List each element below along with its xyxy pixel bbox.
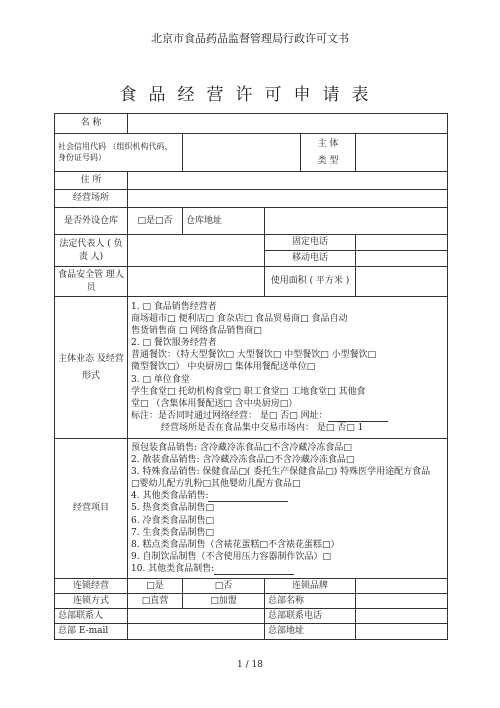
- area-label: 使用面积 ( 平方米 ): [265, 267, 356, 297]
- bf-line: 2. □ 餐饮服务经营者: [131, 338, 217, 349]
- bf-line: 堂□ （含集体用餐配送□ 含中央厨房□）: [131, 398, 298, 409]
- hq-phone-field[interactable]: [356, 609, 448, 624]
- warehouse-address-label: 仓库地址: [183, 208, 265, 235]
- business-items-options[interactable]: [128, 439, 448, 579]
- bf-line: 3. □ 单位食堂: [131, 374, 190, 385]
- subject-type-label: [301, 134, 356, 172]
- food-safety-manager-field[interactable]: [128, 267, 265, 297]
- bf-line: 1. □ 食品销售经营者: [131, 301, 217, 312]
- warehouse-question: 是否外设仓库: [55, 208, 128, 235]
- bi-line: 9. 自制饮品制售（不含使用压力容器制作饮品）□: [131, 551, 331, 562]
- subject-label-line2: 类 型: [317, 155, 339, 166]
- bi-other-prep-text: 10. 其他类食品制售:: [131, 564, 215, 575]
- document-header: 北京市食品药品监督管理局行政许可文书: [151, 32, 349, 45]
- hq-address-field[interactable]: [356, 624, 448, 639]
- name-field[interactable]: [128, 114, 448, 134]
- bf-network-text: 标注：是否同时通过网络经营： 是□ 否□ 网址：: [131, 410, 328, 421]
- business-form-label: 主体业态 及经营形式: [55, 297, 128, 439]
- other-prep-blank[interactable]: [214, 565, 294, 575]
- bi-line: 5. 热食类食品制售□: [131, 503, 214, 514]
- residence-field[interactable]: [128, 172, 448, 190]
- bf-line: 普通餐饮：（特大型餐饮□ 大型餐饮□ 中型餐饮□ 小型餐饮□: [131, 350, 377, 361]
- bi-line: □婴幼儿配方乳粉□其他婴幼儿配方食品□: [131, 479, 301, 490]
- mobile-phone-label: 移动电话: [265, 251, 356, 267]
- bi-line: [131, 563, 444, 575]
- warehouse-address-field[interactable]: [265, 208, 448, 235]
- bf-line: 微型餐饮□） 中央厨房□ 集体用餐配送单位□: [131, 362, 316, 373]
- credit-code-label: 社会信用代码 （组织机构代码、 身份证号码）: [55, 134, 183, 172]
- bi-line: 8. 糕点类食品制售（含裱花蛋糕□不含裱花蛋糕□）: [131, 539, 340, 550]
- bi-line: 6. 冷食类食品制售□: [131, 515, 214, 526]
- chain-method-label: 连锁方式: [55, 594, 128, 609]
- website-blank[interactable]: [328, 412, 388, 422]
- bf-line: [131, 410, 444, 422]
- bi-line: 7. 生食类食品制售□: [131, 527, 214, 538]
- bi-other-sales-text: 4. 其他类食品销售:: [131, 491, 209, 502]
- hq-address-label: 总部地址: [265, 624, 356, 639]
- legal-rep-field[interactable]: [128, 235, 265, 267]
- subject-label-line1: 主 体: [317, 139, 339, 150]
- premises-field[interactable]: [128, 190, 448, 208]
- hq-contact-field[interactable]: [128, 609, 265, 624]
- page-number: 1 / 18: [237, 660, 263, 670]
- hq-email-label: 总部 E-mail: [55, 624, 128, 639]
- bi-line: 3. 特殊食品销售: 保健食品□( 委托生产保健食品□) 特殊医学用途配方食品: [131, 467, 431, 477]
- bf-line: 经营场所是否在食品集中交易市场内： 是□ 否□ 1: [161, 423, 364, 434]
- legal-rep-label: 法定代表人 ( 负 责 人): [55, 235, 128, 267]
- hq-email-field[interactable]: [128, 624, 265, 639]
- premises-label: 经营场所: [55, 190, 128, 208]
- hq-name-label: 总部名称: [265, 594, 356, 609]
- hq-phone-label: 总部联系电话: [265, 609, 356, 624]
- mobile-phone-field[interactable]: [356, 251, 448, 267]
- chain-no-checkbox[interactable]: □否: [183, 579, 265, 594]
- form-title: 食品经营许可申请表: [119, 85, 381, 105]
- direct-checkbox[interactable]: □直营: [128, 594, 183, 609]
- bi-line: [131, 490, 444, 502]
- business-items-label: 经营项目: [55, 439, 128, 579]
- chain-business-label: 连锁经营: [55, 579, 128, 594]
- business-form-options[interactable]: [128, 297, 448, 439]
- bf-line: 售货销售商 □ 网络食品销售商□: [131, 326, 262, 336]
- other-sales-blank[interactable]: [208, 492, 288, 502]
- area-field[interactable]: [356, 267, 448, 297]
- chain-yes-checkbox[interactable]: □是: [128, 579, 183, 594]
- franchise-checkbox[interactable]: □加盟: [183, 594, 265, 609]
- chain-brand-field[interactable]: [356, 579, 448, 594]
- chain-brand-label: 连锁品牌: [265, 579, 356, 594]
- bf-line: 商场超市□ 便利店□ 食杂店□ 食品贸易商□ 食品自动: [131, 313, 348, 324]
- bi-line: 2. 散装食品销售: 含冷藏冷冻食品□不含冷藏冷冻食品□: [131, 454, 355, 465]
- name-label: 名 称: [55, 114, 128, 134]
- subject-type-field[interactable]: [356, 134, 448, 172]
- fixed-phone-label: 固定电话: [265, 235, 356, 251]
- warehouse-checkboxes[interactable]: □是□否: [128, 208, 183, 235]
- bf-line: 学生食堂□ 托幼机构食堂□ 职工食堂□ 工地食堂□ 其他食: [131, 386, 366, 397]
- fixed-phone-field[interactable]: [356, 235, 448, 251]
- credit-code-field[interactable]: [183, 134, 301, 172]
- hq-contact-label: 总部联系人: [55, 609, 128, 624]
- bi-line: 预包装食品销售: 含冷藏冷冻食品□不含冷藏冷冻食品□: [131, 442, 352, 453]
- hq-name-field[interactable]: [356, 594, 448, 609]
- residence-label: 住 所: [55, 172, 128, 190]
- application-form: [54, 113, 448, 640]
- food-safety-manager-label: 食品安全管 理人员: [55, 267, 128, 297]
